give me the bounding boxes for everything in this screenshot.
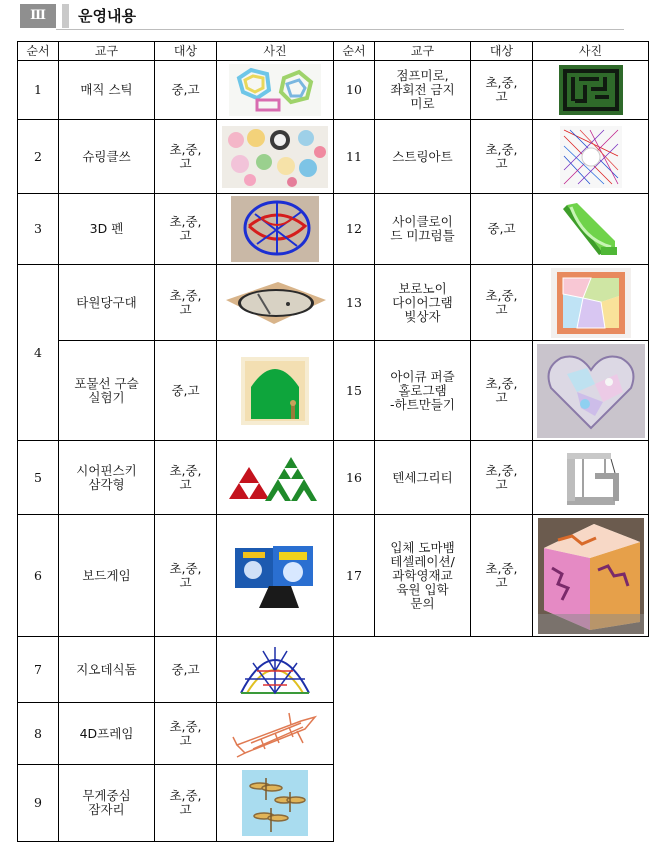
table-row: [18, 637, 649, 703]
item-photo: [217, 765, 334, 842]
item-photo: [217, 265, 334, 341]
item-target: 중,고: [155, 61, 217, 120]
item-target: 초,중, 고: [471, 441, 533, 515]
item-tool: 보로노이 다이어그램 빛상자: [375, 265, 471, 341]
item-tool: 사이클로이 드 미끄럼틀: [375, 194, 471, 265]
item-tool: 매직 스틱: [59, 61, 155, 120]
parabola-marble-photo: [241, 357, 309, 425]
sierpinski-photo: [225, 451, 325, 505]
item-number: 1: [18, 61, 59, 120]
item-tool: 입체 도마뱀 테셀레이션/ 과학영재교 육원 입학 문의: [375, 515, 471, 637]
item-tool: 슈링클쓰: [59, 120, 155, 194]
item-tool: 포물선 구슬 실험기: [59, 341, 155, 441]
item-number: 2: [18, 120, 59, 194]
item-tool: 무게중심 잠자리: [59, 765, 155, 842]
table-row: [18, 265, 649, 341]
magic-stick-photo: [229, 64, 321, 116]
iq-puzzle-heart-photo: [537, 344, 645, 438]
item-target: 초,중, 고: [155, 441, 217, 515]
item-number: 15: [334, 341, 375, 441]
item-number: 10: [334, 61, 375, 120]
item-target: 초,중, 고: [155, 120, 217, 194]
item-target: 중,고: [155, 637, 217, 703]
item-number: 16: [334, 441, 375, 515]
item-photo: [533, 194, 649, 265]
item-photo: [533, 341, 649, 441]
tensegrity-photo: [559, 447, 623, 509]
item-photo: [217, 515, 334, 637]
item-tool: 점프미로, 좌회전 금지 미로: [375, 61, 471, 120]
item-tool: 지오데식돔: [59, 637, 155, 703]
header-tool: 교구: [59, 42, 155, 61]
table-header-row: [18, 42, 649, 61]
table-row: [18, 441, 649, 515]
item-target: 초,중, 고: [155, 765, 217, 842]
item-number: 7: [18, 637, 59, 703]
header-target: 대상: [471, 42, 533, 61]
table-row: [18, 194, 649, 265]
header-tool: 교구: [375, 42, 471, 61]
item-target: 초,중, 고: [471, 341, 533, 441]
item-photo: [533, 61, 649, 120]
item-photo: [533, 441, 649, 515]
string-art-photo: [560, 126, 622, 188]
item-target: 초,중, 고: [155, 515, 217, 637]
item-number: 4: [18, 265, 59, 441]
table-row: [18, 120, 649, 194]
header-no: 순서: [334, 42, 375, 61]
item-number: 17: [334, 515, 375, 637]
item-tool: 스트링아트: [375, 120, 471, 194]
item-photo: [533, 515, 649, 637]
item-target: 초,중, 고: [471, 120, 533, 194]
item-photo: [533, 265, 649, 341]
item-photo: [217, 637, 334, 703]
voronoi-lightbox-photo: [551, 268, 631, 338]
section-divider-bar: [62, 4, 69, 28]
ellipse-billiard-photo: [222, 278, 328, 328]
item-number: 5: [18, 441, 59, 515]
item-photo: [217, 341, 334, 441]
item-number: 9: [18, 765, 59, 842]
section-title: 운영내용: [78, 7, 136, 25]
item-target: 초,중, 고: [155, 703, 217, 765]
4d-frame-photo: [231, 709, 319, 759]
table-row: [18, 341, 649, 441]
item-photo: [217, 194, 334, 265]
table-row: [18, 515, 649, 637]
item-target: 초,중, 고: [471, 515, 533, 637]
shrinkles-photo: [222, 126, 328, 188]
item-photo: [217, 61, 334, 120]
section-header: [20, 4, 624, 28]
board-game-photo: [229, 538, 321, 614]
item-target: 초,중, 고: [155, 194, 217, 265]
item-tool: 아이큐 퍼즐 홀로그램 -하트만들기: [375, 341, 471, 441]
item-tool: 타원당구대: [59, 265, 155, 341]
item-photo: [533, 120, 649, 194]
dragonfly-photo: [242, 770, 308, 836]
geodesic-dome-photo: [233, 641, 317, 699]
item-target: 초,중, 고: [155, 265, 217, 341]
table-row: [18, 61, 649, 120]
header-no: 순서: [18, 42, 59, 61]
item-target: 중,고: [471, 194, 533, 265]
item-number: 3: [18, 194, 59, 265]
item-tool: 시어핀스키 삼각형: [59, 441, 155, 515]
item-target: 초,중, 고: [471, 61, 533, 120]
maze-photo: [559, 65, 623, 115]
item-target: 중,고: [155, 341, 217, 441]
lizard-tessellation-photo: [538, 518, 644, 634]
item-tool: 보드게임: [59, 515, 155, 637]
item-photo: [217, 120, 334, 194]
header-photo: 사진: [217, 42, 334, 61]
item-tool: 텐세그리티: [375, 441, 471, 515]
3d-pen-photo: [231, 196, 319, 262]
item-number: 13: [334, 265, 375, 341]
item-tool: 3D 펜: [59, 194, 155, 265]
item-number: 12: [334, 194, 375, 265]
program-table: [17, 41, 649, 842]
header-photo: 사진: [533, 42, 649, 61]
section-underline: [56, 29, 624, 30]
cycloid-slide-photo: [561, 201, 621, 257]
item-photo: [217, 441, 334, 515]
item-number: 6: [18, 515, 59, 637]
item-tool: 4D프레임: [59, 703, 155, 765]
section-number-badge: Ⅲ: [20, 4, 56, 28]
item-photo: [217, 703, 334, 765]
empty-area: [334, 637, 649, 842]
header-target: 대상: [155, 42, 217, 61]
item-target: 초,중, 고: [471, 265, 533, 341]
item-number: 8: [18, 703, 59, 765]
item-number: 11: [334, 120, 375, 194]
